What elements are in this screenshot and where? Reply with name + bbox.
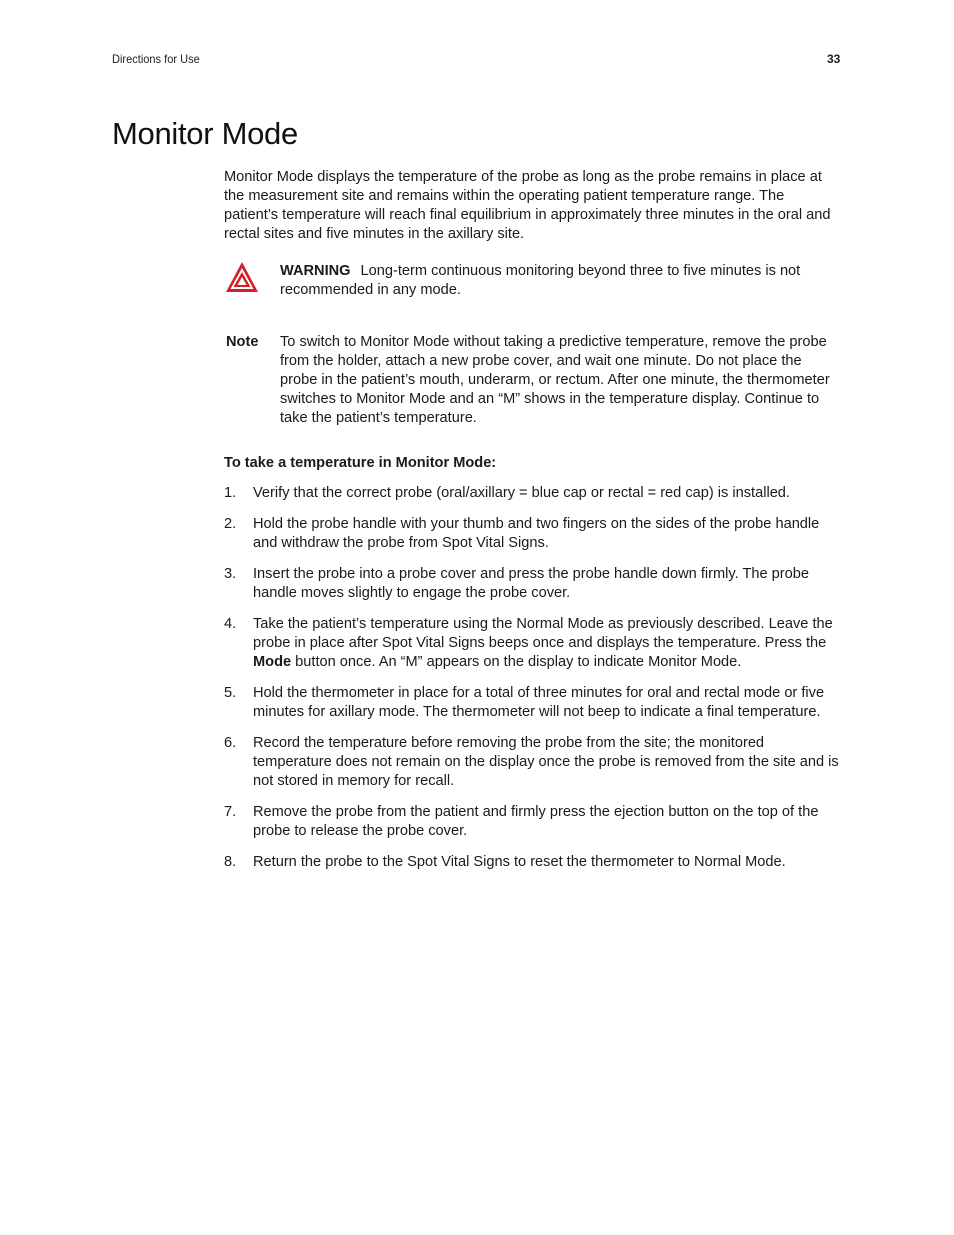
step-text: Remove the probe from the patient and firmly press the ejection button on the top of the probe to release the probe cover. bbox=[253, 804, 819, 839]
mode-button-name: Mode bbox=[253, 654, 292, 670]
step-number: 3. bbox=[224, 566, 237, 582]
step-text: Record the temperature before removing the probe from the site; the monitored temperature does not remain on the display once the probe is removed from the site and is not stored in memory for recall. bbox=[253, 735, 839, 789]
warning-label: WARNING bbox=[280, 263, 351, 279]
step-text-after: button once. An “M” appears on the display to indicate Monitor Mode. bbox=[291, 654, 742, 670]
steps-list bbox=[224, 484, 842, 872]
list-item bbox=[224, 565, 842, 603]
note-label: Note bbox=[226, 334, 259, 350]
warning-triangle-icon bbox=[224, 260, 260, 294]
page-title: Monitor Mode bbox=[112, 116, 298, 151]
warning-body: Long-term continuous monitoring beyond three to five minutes is not recommended in any mode. bbox=[280, 263, 801, 298]
note-callout bbox=[224, 333, 842, 428]
list-item bbox=[224, 734, 842, 791]
step-text: Hold the probe handle with your thumb and two fingers on the sides of the probe handle and withdraw the probe from Spot Vital Signs. bbox=[253, 516, 820, 551]
step-number: 7. bbox=[224, 804, 237, 820]
main-content bbox=[224, 168, 842, 884]
step-text: Verify that the correct probe (oral/axillary = blue cap or rectal = red cap) is installed. bbox=[253, 485, 790, 501]
step-number: 4. bbox=[224, 616, 237, 632]
list-item bbox=[224, 515, 842, 553]
step-text: Hold the thermometer in place for a total of three minutes for oral and rectal mode or five minutes for axillary mode. The thermometer will not beep to indicate a final temperature. bbox=[253, 685, 825, 720]
warning-text bbox=[280, 262, 842, 300]
intro-paragraph: Monitor Mode displays the temperature of the probe as long as the probe remains in place at the measurement site and remains within the operating patient temperature range. The patient’s temperature will reach final equilibrium in approximately three minutes in the oral and rectal sites and five minutes in the axillary site. bbox=[224, 169, 831, 242]
list-item bbox=[224, 684, 842, 722]
step-number: 2. bbox=[224, 516, 237, 532]
running-header: Directions for Use bbox=[112, 52, 200, 66]
page-number: 33 bbox=[827, 52, 841, 66]
steps-heading: To take a temperature in Monitor Mode: bbox=[224, 455, 497, 471]
list-item bbox=[224, 615, 842, 672]
step-number: 5. bbox=[224, 685, 237, 701]
step-number: 8. bbox=[224, 854, 237, 870]
step-text bbox=[253, 616, 833, 670]
step-text-before: Take the patient’s temperature using the Normal Mode as previously described. Leave the probe in place after Spot Vital Signs beeps once and displays the temperature. Press the bbox=[253, 616, 833, 651]
step-text: Return the probe to the Spot Vital Signs to reset the thermometer to Normal Mode. bbox=[253, 854, 786, 870]
list-item bbox=[224, 803, 842, 841]
step-text: Insert the probe into a probe cover and press the probe handle down firmly. The probe handle moves slightly to engage the probe cover. bbox=[253, 566, 809, 601]
note-body: To switch to Monitor Mode without taking a predictive temperature, remove the probe from the holder, attach a new probe cover, and wait one minute. Do not place the probe in the patient’s mouth, underarm, or rectum. After one minute, the thermometer switches to Monitor Mode and an “M” shows in the temperature display. Continue to take the patient’s temperature. bbox=[280, 334, 830, 426]
list-item bbox=[224, 484, 842, 503]
warning-callout bbox=[224, 262, 842, 310]
step-number: 1. bbox=[224, 485, 237, 501]
step-number: 6. bbox=[224, 735, 237, 751]
list-item bbox=[224, 853, 842, 872]
